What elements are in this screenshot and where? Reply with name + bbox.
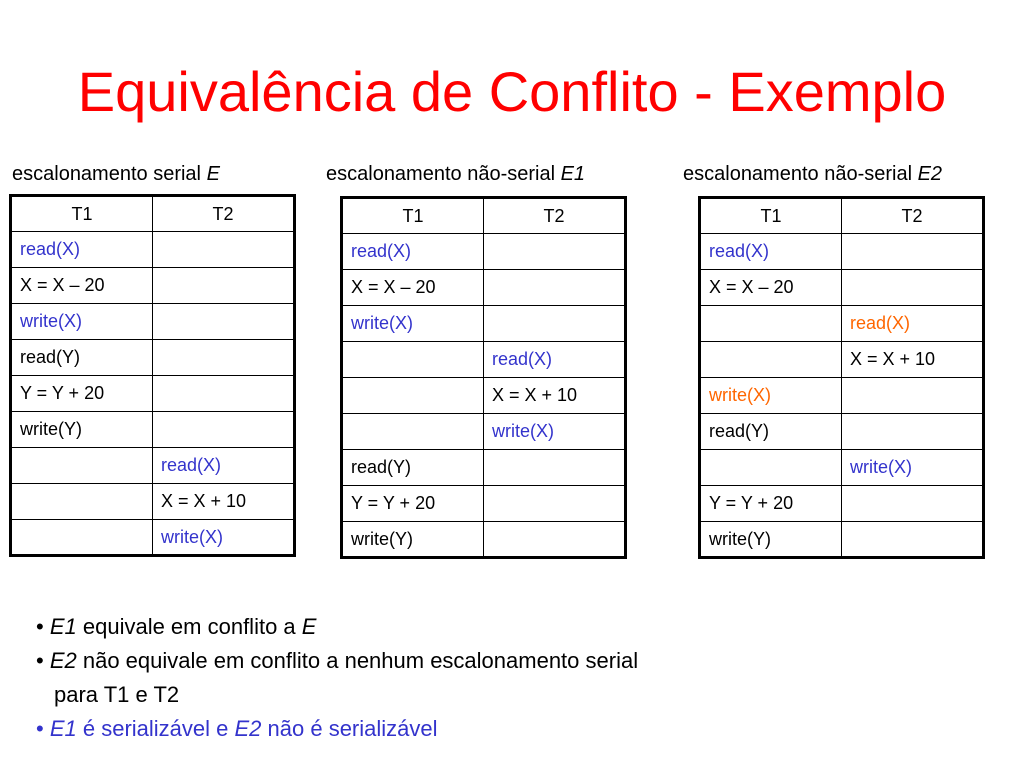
cell-t1 [11,520,153,556]
table-row [342,342,626,378]
cell-t2 [153,412,295,448]
table-row [700,486,984,522]
cell-t2 [484,306,626,342]
cell-t2: write(X) [842,450,984,486]
cell-t2: X = X + 10 [484,378,626,414]
caption-schedule-name: E1 [560,163,586,185]
caption-schedule-name: E [206,163,220,185]
table-row [342,414,626,450]
cell-t2 [842,378,984,414]
caption-text: escalonamento não-serial [326,163,556,185]
cell-t2 [842,414,984,450]
cell-t2 [484,450,626,486]
cell-t2 [153,232,295,268]
table-row [342,486,626,522]
column-header-t2: T2 [153,196,295,232]
caption-nonserial-e2 [683,161,942,187]
cell-t2: write(X) [153,520,295,556]
cell-t1: X = X – 20 [11,268,153,304]
cell-t1: Y = Y + 20 [342,486,484,522]
table-row [700,342,984,378]
table-row [700,378,984,414]
cell-t1 [342,342,484,378]
table-row [342,450,626,486]
table-row [700,234,984,270]
schedule-table-e [9,194,296,557]
cell-t2 [842,234,984,270]
cell-t1 [342,414,484,450]
table-row [11,232,295,268]
bullet-text: equivale em conflito a [76,614,302,639]
schedule-table-e1 [340,196,627,559]
cell-t1: X = X – 20 [342,270,484,306]
column-header-t2: T2 [842,198,984,234]
table-row [700,450,984,486]
table-row [11,520,295,556]
cell-t2 [153,268,295,304]
table-row [700,270,984,306]
cell-t1: write(X) [11,304,153,340]
cell-t2 [484,522,626,558]
bullet-item-2-continuation: para T1 e T2 [54,682,180,707]
bullet-text: é serializável e [76,716,235,741]
table-row [11,340,295,376]
table-row [11,376,295,412]
bullet-em: E2 [234,716,262,741]
table-row [342,378,626,414]
cell-t1: write(Y) [11,412,153,448]
cell-t2: read(X) [153,448,295,484]
cell-t2 [484,486,626,522]
table-row [700,414,984,450]
cell-t1: read(X) [11,232,153,268]
slide-title: Equivalência de Conflito - Exemplo [77,60,947,123]
header-row [342,198,626,234]
cell-t2 [153,376,295,412]
caption-nonserial-e1 [326,161,585,187]
cell-t1 [700,342,842,378]
cell-t1: X = X – 20 [700,270,842,306]
cell-t2 [842,522,984,558]
cell-t1: write(X) [700,378,842,414]
table-row [700,522,984,558]
bullet-em: E1 [49,614,77,639]
cell-t1 [700,450,842,486]
bullet-em: E2 [49,648,77,673]
cell-t2 [153,304,295,340]
table-row [11,304,295,340]
cell-t1: write(Y) [700,522,842,558]
bullet-list [36,610,638,746]
bullet-em: E [301,614,317,639]
column-header-t1: T1 [700,198,842,234]
cell-t2: write(X) [484,414,626,450]
table-row [342,522,626,558]
bullet-text: não equivale em conflito a nenhum escalonamento serial [76,648,639,673]
column-header-t1: T1 [342,198,484,234]
cell-t2 [842,486,984,522]
bullet-item-2: • E2 não equivale em conflito a nenhum escalonamento serial [36,648,639,673]
bullet-text: não é serializável [261,716,438,741]
cell-t1 [11,484,153,520]
caption-serial-e [12,161,220,187]
cell-t1: write(Y) [342,522,484,558]
cell-t2: read(X) [484,342,626,378]
cell-t1 [700,306,842,342]
column-header-t1: T1 [11,196,153,232]
cell-t2 [842,270,984,306]
table-row [11,268,295,304]
cell-t1: read(X) [342,234,484,270]
cell-t2: X = X + 10 [842,342,984,378]
cell-t2: X = X + 10 [153,484,295,520]
cell-t2 [484,234,626,270]
caption-schedule-name: E2 [917,163,943,185]
cell-t1: read(Y) [342,450,484,486]
header-row [700,198,984,234]
cell-t1 [342,378,484,414]
table-row [342,306,626,342]
caption-text: escalonamento não-serial [683,163,913,185]
caption-text: escalonamento serial [12,163,201,185]
bullet-item-3: • E1 é serializável e E2 não é serializável [36,716,438,741]
cell-t1: read(Y) [11,340,153,376]
cell-t1: read(Y) [700,414,842,450]
cell-t1: Y = Y + 20 [11,376,153,412]
bullet-item-1: • E1 equivale em conflito a E [36,614,317,639]
header-row [11,196,295,232]
cell-t2 [153,340,295,376]
table-row [342,234,626,270]
cell-t1: read(X) [700,234,842,270]
cell-t1: Y = Y + 20 [700,486,842,522]
table-row [11,484,295,520]
cell-t1: write(X) [342,306,484,342]
table-row [11,412,295,448]
bullet-em: E1 [49,716,77,741]
cell-t2 [484,270,626,306]
table-row [342,270,626,306]
cell-t2: read(X) [842,306,984,342]
column-header-t2: T2 [484,198,626,234]
cell-t1 [11,448,153,484]
schedule-table-e2 [698,196,985,559]
table-row [700,306,984,342]
table-row [11,448,295,484]
